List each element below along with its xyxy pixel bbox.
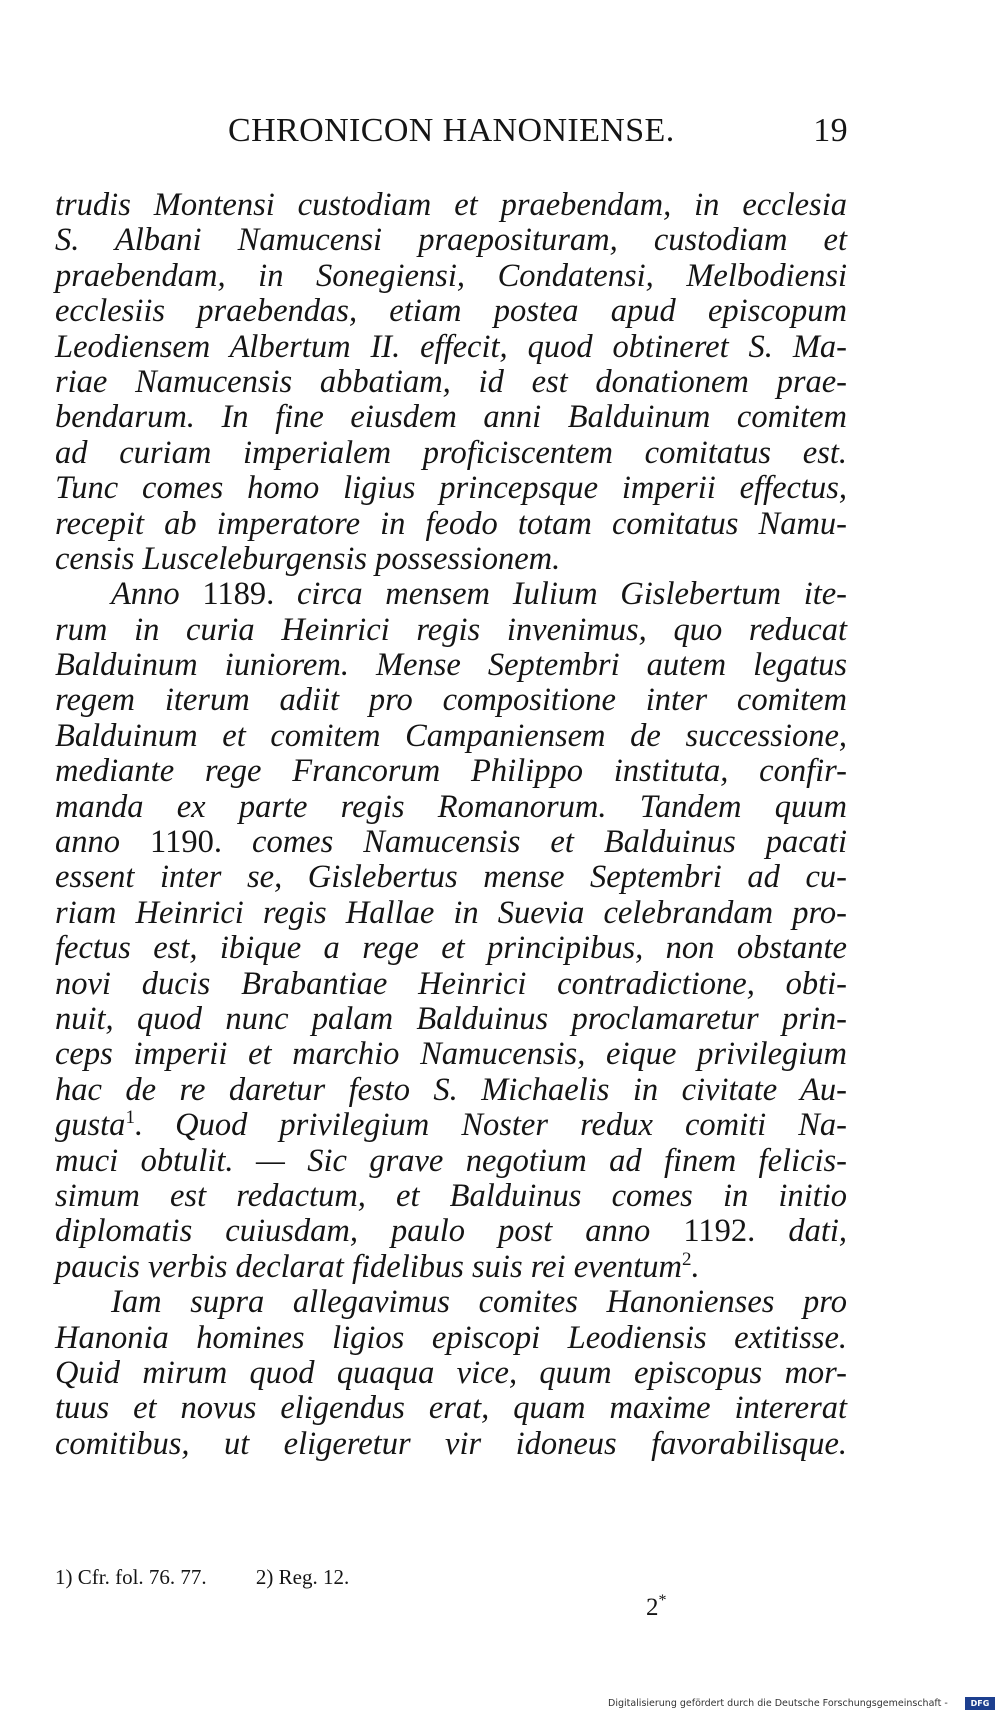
text-line: [55, 1108, 847, 1143]
text-fragment: dati,: [788, 1213, 848, 1250]
text-line: manda ex parte regis Romanorum. Tandem quum: [55, 788, 847, 825]
paragraph-start-line: [111, 577, 847, 612]
anno-word: anno: [55, 824, 120, 861]
footnote-1: 1) Cfr. fol. 76. 77.: [55, 1565, 207, 1589]
year-1189: 1189.: [202, 576, 275, 613]
text-line: riae Namucensis abbatiam, id est donationem prae-: [55, 363, 847, 400]
running-header: [228, 112, 848, 158]
main-text: [55, 188, 847, 1462]
text-line: Hanonia homines ligios episcopi Leodiensis extitisse.: [55, 1319, 847, 1356]
text-line: hac de re daretur festo S. Michaelis in civitate Au-: [55, 1071, 847, 1108]
digitization-credit: Digitalisierung gefördert durch die Deutsche Forschungsgemeinschaft -: [608, 1698, 948, 1709]
dfg-logo-icon[interactable]: DFG: [965, 1697, 995, 1710]
text-line: censis Lusceleburgensis possessionem.: [55, 540, 561, 577]
text-line: tuus et novus eligendus erat, quam maxime intererat: [55, 1390, 847, 1427]
page-number: 19: [813, 112, 848, 149]
text-line: mediante rege Francorum Philippo instituta, confir-: [55, 753, 847, 790]
text-line: regem iterum adiit pro compositione inter comitem: [55, 682, 847, 719]
text-line: Tunc comes homo ligius princepsque imperii effectus,: [55, 470, 847, 507]
signature-number: 2: [646, 1594, 659, 1621]
text-line: novi ducis Brabantiae Heinrici contradictione, obti-: [55, 965, 847, 1002]
signature-star: *: [658, 1592, 667, 1609]
text-line: nuit, quod nunc palam Balduinus proclamaretur prin-: [55, 1000, 847, 1037]
signature-mark: [646, 1594, 667, 1622]
text-line: recepit ab imperatore in feodo totam comitatus Namu-: [55, 505, 847, 542]
text-line: ceps imperii et marchio Namucensis, eique privilegium: [55, 1036, 847, 1073]
text-line: riam Heinrici regis Hallae in Suevia celebrandam pro-: [55, 894, 847, 931]
anno-word: Anno: [111, 576, 180, 613]
text-line: praebendam, in Sonegiensi, Condatensi, Melbodiensi: [55, 257, 847, 294]
text-fragment: . Quod privilegium Noster redux comiti Na-: [134, 1107, 847, 1144]
text-fragment: .: [691, 1248, 700, 1285]
text-line: essent inter se, Gislebertus mense Septembri ad cu-: [55, 859, 847, 896]
text-fragment: gusta: [55, 1107, 126, 1144]
text-line: simum est redactum, et Balduinus comes in initio: [55, 1177, 847, 1214]
text-fragment: paucis verbis declarat fidelibus suis rei eventum: [55, 1248, 683, 1285]
footnote-ref-1: 1: [125, 1107, 135, 1129]
text-line: Balduinum et comitem Campaniensem de successione,: [55, 717, 847, 754]
text-fragment: circa mensem Iulium Gislebertum ite-: [297, 576, 848, 613]
footnote-2: 2) Reg. 12.: [255, 1565, 350, 1589]
footnote-ref-2: 2: [682, 1248, 692, 1270]
text-line: rum in curia Heinrici regis invenimus, quo reducat: [55, 611, 847, 648]
text-fragment: comes Namucensis et Balduinus pacati: [252, 824, 847, 861]
text-line: fectus est, ibique a rege et principibus, non obstante: [55, 930, 847, 967]
text-line: comitibus, ut eligeretur vir idoneus favorabilisque.: [55, 1425, 847, 1462]
text-line: Quid mirum quod quaqua vice, quum episcopus mor-: [55, 1354, 847, 1391]
paragraph-start-line: Iam supra allegavimus comites Hanonienses pro: [111, 1284, 847, 1321]
running-title: CHRONICON HANONIENSE.: [228, 112, 675, 149]
text-line: S. Albani Namucensi praeposituram, custodiam et: [55, 222, 847, 259]
text-line: Balduinum iuniorem. Mense Septembri autem legatus: [55, 647, 847, 684]
text-line: [55, 825, 847, 860]
year-1190: 1190.: [150, 824, 222, 861]
text-line: bendarum. In fine eiusdem anni Balduinum comitem: [55, 399, 847, 436]
text-line: [55, 1214, 847, 1249]
year-1192: 1192.: [683, 1213, 756, 1250]
text-line: [55, 1250, 847, 1285]
text-line: Leodiensem Albertum II. effecit, quod obtineret S. Ma-: [55, 328, 847, 365]
footnotes: [55, 1565, 349, 1590]
text-fragment: diplomatis cuiusdam, paulo post anno: [55, 1213, 651, 1250]
text-line: muci obtulit. — Sic grave negotium ad finem felicis-: [55, 1142, 847, 1179]
text-line: ad curiam imperialem proficiscentem comitatus est.: [55, 434, 847, 471]
text-line: ecclesiis praebendas, etiam postea apud episcopum: [55, 293, 847, 330]
text-line: trudis Montensi custodiam et praebendam, in ecclesia: [55, 187, 847, 223]
